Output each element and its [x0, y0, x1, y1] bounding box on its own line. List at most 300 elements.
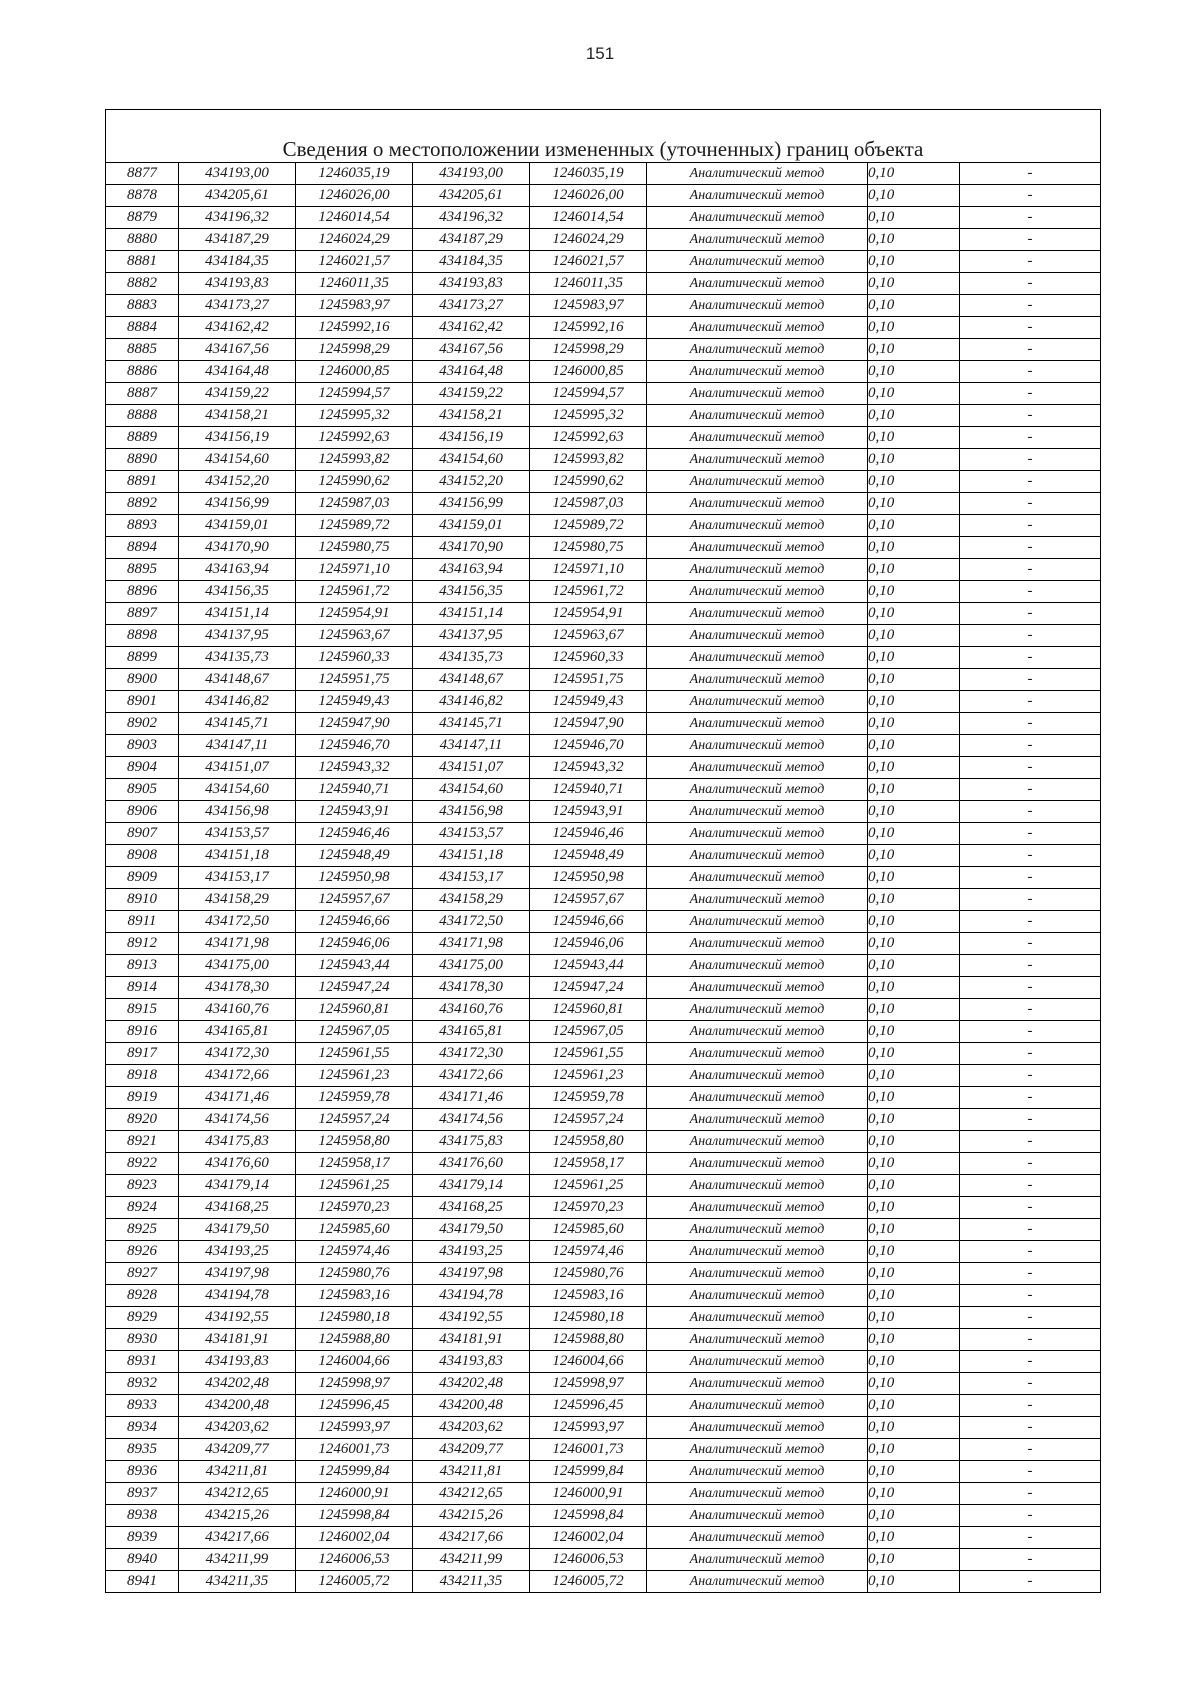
- point-number-cell: 8888: [106, 405, 179, 427]
- table-row: [106, 823, 1101, 845]
- x-new-cell: 434193,83: [413, 273, 530, 295]
- y-new-cell: 1245948,49: [530, 845, 647, 867]
- description-cell: -: [960, 1395, 1101, 1417]
- method-cell: Аналитический метод: [647, 1285, 868, 1307]
- point-number-cell: 8928: [106, 1285, 179, 1307]
- y-old-cell: 1246014,54: [296, 207, 413, 229]
- x-new-cell: 434171,46: [413, 1087, 530, 1109]
- y-old-cell: 1245988,80: [296, 1329, 413, 1351]
- x-new-cell: 434205,61: [413, 185, 530, 207]
- point-number-cell: 8918: [106, 1065, 179, 1087]
- y-new-cell: 1245980,18: [530, 1307, 647, 1329]
- x-new-cell: 434193,25: [413, 1241, 530, 1263]
- method-cell: Аналитический метод: [647, 889, 868, 911]
- method-cell: Аналитический метод: [647, 1219, 868, 1241]
- x-old-cell: 434184,35: [179, 251, 296, 273]
- accuracy-cell: 0,10: [868, 383, 960, 405]
- description-cell: -: [960, 273, 1101, 295]
- boundary-coordinates-table: [105, 109, 1101, 1593]
- table-row: [106, 1131, 1101, 1153]
- accuracy-cell: 0,10: [868, 339, 960, 361]
- x-new-cell: 434184,35: [413, 251, 530, 273]
- x-new-cell: 434178,30: [413, 977, 530, 999]
- y-old-cell: 1246000,85: [296, 361, 413, 383]
- x-old-cell: 434160,76: [179, 999, 296, 1021]
- method-cell: Аналитический метод: [647, 537, 868, 559]
- accuracy-cell: 0,10: [868, 1461, 960, 1483]
- description-cell: -: [960, 1329, 1101, 1351]
- x-old-cell: 434193,00: [179, 163, 296, 185]
- y-old-cell: 1245943,91: [296, 801, 413, 823]
- method-cell: Аналитический метод: [647, 1263, 868, 1285]
- y-new-cell: 1245998,84: [530, 1505, 647, 1527]
- x-old-cell: 434156,19: [179, 427, 296, 449]
- description-cell: -: [960, 559, 1101, 581]
- table-row: [106, 1373, 1101, 1395]
- x-old-cell: 434178,30: [179, 977, 296, 999]
- y-new-cell: 1245958,80: [530, 1131, 647, 1153]
- point-number-cell: 8877: [106, 163, 179, 185]
- accuracy-cell: 0,10: [868, 735, 960, 757]
- method-cell: Аналитический метод: [647, 1197, 868, 1219]
- x-old-cell: 434194,78: [179, 1285, 296, 1307]
- y-old-cell: 1245963,67: [296, 625, 413, 647]
- y-new-cell: 1245940,71: [530, 779, 647, 801]
- accuracy-cell: 0,10: [868, 1351, 960, 1373]
- table-row: [106, 1527, 1101, 1549]
- x-new-cell: 434147,11: [413, 735, 530, 757]
- method-cell: Аналитический метод: [647, 823, 868, 845]
- y-old-cell: 1245974,46: [296, 1241, 413, 1263]
- x-new-cell: 434153,57: [413, 823, 530, 845]
- y-new-cell: 1245960,81: [530, 999, 647, 1021]
- point-number-cell: 8941: [106, 1571, 179, 1593]
- x-new-cell: 434156,19: [413, 427, 530, 449]
- table-row: [106, 1087, 1101, 1109]
- description-cell: -: [960, 1219, 1101, 1241]
- accuracy-cell: 0,10: [868, 1021, 960, 1043]
- x-new-cell: 434209,77: [413, 1439, 530, 1461]
- y-old-cell: 1245967,05: [296, 1021, 413, 1043]
- y-new-cell: 1245985,60: [530, 1219, 647, 1241]
- x-new-cell: 434175,83: [413, 1131, 530, 1153]
- point-number-cell: 8886: [106, 361, 179, 383]
- accuracy-cell: 0,10: [868, 669, 960, 691]
- method-cell: Аналитический метод: [647, 1131, 868, 1153]
- accuracy-cell: 0,10: [868, 1417, 960, 1439]
- accuracy-cell: 0,10: [868, 933, 960, 955]
- description-cell: -: [960, 295, 1101, 317]
- description-cell: -: [960, 1087, 1101, 1109]
- y-new-cell: 1245958,17: [530, 1153, 647, 1175]
- description-cell: -: [960, 537, 1101, 559]
- x-old-cell: 434170,90: [179, 537, 296, 559]
- x-old-cell: 434196,32: [179, 207, 296, 229]
- accuracy-cell: 0,10: [868, 251, 960, 273]
- method-cell: Аналитический метод: [647, 801, 868, 823]
- description-cell: -: [960, 515, 1101, 537]
- x-old-cell: 434192,55: [179, 1307, 296, 1329]
- x-old-cell: 434181,91: [179, 1329, 296, 1351]
- table-row: [106, 185, 1101, 207]
- point-number-cell: 8898: [106, 625, 179, 647]
- x-new-cell: 434159,22: [413, 383, 530, 405]
- y-old-cell: 1245980,18: [296, 1307, 413, 1329]
- x-old-cell: 434159,01: [179, 515, 296, 537]
- method-cell: Аналитический метод: [647, 317, 868, 339]
- method-cell: Аналитический метод: [647, 1021, 868, 1043]
- x-old-cell: 434158,21: [179, 405, 296, 427]
- method-cell: Аналитический метод: [647, 1373, 868, 1395]
- accuracy-cell: 0,10: [868, 1197, 960, 1219]
- table-row: [106, 493, 1101, 515]
- point-number-cell: 8908: [106, 845, 179, 867]
- y-new-cell: 1245957,67: [530, 889, 647, 911]
- table-row: [106, 867, 1101, 889]
- accuracy-cell: 0,10: [868, 999, 960, 1021]
- y-old-cell: 1245996,45: [296, 1395, 413, 1417]
- point-number-cell: 8927: [106, 1263, 179, 1285]
- x-new-cell: 434192,55: [413, 1307, 530, 1329]
- x-new-cell: 434181,91: [413, 1329, 530, 1351]
- table-row: [106, 383, 1101, 405]
- method-cell: Аналитический метод: [647, 1483, 868, 1505]
- accuracy-cell: 0,10: [868, 1263, 960, 1285]
- description-cell: -: [960, 1461, 1101, 1483]
- x-old-cell: 434145,71: [179, 713, 296, 735]
- point-number-cell: 8883: [106, 295, 179, 317]
- y-old-cell: 1246000,91: [296, 1483, 413, 1505]
- x-new-cell: 434196,32: [413, 207, 530, 229]
- accuracy-cell: 0,10: [868, 1109, 960, 1131]
- x-old-cell: 434153,57: [179, 823, 296, 845]
- y-old-cell: 1245998,29: [296, 339, 413, 361]
- accuracy-cell: 0,10: [868, 845, 960, 867]
- accuracy-cell: 0,10: [868, 537, 960, 559]
- table-row: [106, 1065, 1101, 1087]
- accuracy-cell: 0,10: [868, 515, 960, 537]
- x-new-cell: 434193,83: [413, 1351, 530, 1373]
- y-new-cell: 1246002,04: [530, 1527, 647, 1549]
- y-new-cell: 1245993,82: [530, 449, 647, 471]
- description-cell: -: [960, 757, 1101, 779]
- y-new-cell: 1245987,03: [530, 493, 647, 515]
- table-row: [106, 339, 1101, 361]
- x-old-cell: 434171,98: [179, 933, 296, 955]
- y-old-cell: 1245985,60: [296, 1219, 413, 1241]
- y-old-cell: 1245970,23: [296, 1197, 413, 1219]
- y-old-cell: 1245961,25: [296, 1175, 413, 1197]
- description-cell: -: [960, 911, 1101, 933]
- x-new-cell: 434145,71: [413, 713, 530, 735]
- y-new-cell: 1245995,32: [530, 405, 647, 427]
- x-new-cell: 434158,29: [413, 889, 530, 911]
- description-cell: -: [960, 1263, 1101, 1285]
- table-row: [106, 1241, 1101, 1263]
- table-row: [106, 1461, 1101, 1483]
- table-row: [106, 405, 1101, 427]
- description-cell: -: [960, 1241, 1101, 1263]
- table-row: [106, 713, 1101, 735]
- y-old-cell: 1245994,57: [296, 383, 413, 405]
- y-new-cell: 1245989,72: [530, 515, 647, 537]
- accuracy-cell: 0,10: [868, 713, 960, 735]
- x-old-cell: 434159,22: [179, 383, 296, 405]
- method-cell: Аналитический метод: [647, 1109, 868, 1131]
- accuracy-cell: 0,10: [868, 559, 960, 581]
- y-old-cell: 1245946,66: [296, 911, 413, 933]
- point-number-cell: 8922: [106, 1153, 179, 1175]
- y-old-cell: 1245960,33: [296, 647, 413, 669]
- description-cell: -: [960, 581, 1101, 603]
- description-cell: -: [960, 361, 1101, 383]
- x-old-cell: 434209,77: [179, 1439, 296, 1461]
- y-old-cell: 1245959,78: [296, 1087, 413, 1109]
- method-cell: Аналитический метод: [647, 779, 868, 801]
- x-old-cell: 434197,98: [179, 1263, 296, 1285]
- y-old-cell: 1245947,90: [296, 713, 413, 735]
- point-number-cell: 8940: [106, 1549, 179, 1571]
- table-row: [106, 933, 1101, 955]
- accuracy-cell: 0,10: [868, 911, 960, 933]
- accuracy-cell: 0,10: [868, 1241, 960, 1263]
- y-new-cell: 1245990,62: [530, 471, 647, 493]
- y-new-cell: 1245974,46: [530, 1241, 647, 1263]
- method-cell: Аналитический метод: [647, 559, 868, 581]
- x-new-cell: 434173,27: [413, 295, 530, 317]
- table-row: [106, 295, 1101, 317]
- point-number-cell: 8905: [106, 779, 179, 801]
- table-row: [106, 1307, 1101, 1329]
- method-cell: Аналитический метод: [647, 449, 868, 471]
- y-new-cell: 1245943,44: [530, 955, 647, 977]
- x-old-cell: 434203,62: [179, 1417, 296, 1439]
- y-old-cell: 1245957,24: [296, 1109, 413, 1131]
- accuracy-cell: 0,10: [868, 449, 960, 471]
- x-old-cell: 434179,50: [179, 1219, 296, 1241]
- y-new-cell: 1245980,75: [530, 537, 647, 559]
- x-new-cell: 434146,82: [413, 691, 530, 713]
- method-cell: Аналитический метод: [647, 691, 868, 713]
- x-new-cell: 434202,48: [413, 1373, 530, 1395]
- method-cell: Аналитический метод: [647, 933, 868, 955]
- accuracy-cell: 0,10: [868, 229, 960, 251]
- method-cell: Аналитический метод: [647, 669, 868, 691]
- point-number-cell: 8892: [106, 493, 179, 515]
- x-new-cell: 434193,00: [413, 163, 530, 185]
- description-cell: -: [960, 405, 1101, 427]
- table-row: [106, 911, 1101, 933]
- method-cell: Аналитический метод: [647, 867, 868, 889]
- description-cell: -: [960, 1549, 1101, 1571]
- method-cell: Аналитический метод: [647, 757, 868, 779]
- method-cell: Аналитический метод: [647, 977, 868, 999]
- x-old-cell: 434211,99: [179, 1549, 296, 1571]
- x-old-cell: 434173,27: [179, 295, 296, 317]
- y-old-cell: 1245993,97: [296, 1417, 413, 1439]
- x-new-cell: 434211,99: [413, 1549, 530, 1571]
- description-cell: -: [960, 1351, 1101, 1373]
- y-new-cell: 1245961,25: [530, 1175, 647, 1197]
- table-row: [106, 1483, 1101, 1505]
- description-cell: -: [960, 427, 1101, 449]
- method-cell: Аналитический метод: [647, 1527, 868, 1549]
- description-cell: -: [960, 933, 1101, 955]
- point-number-cell: 8903: [106, 735, 179, 757]
- x-new-cell: 434170,90: [413, 537, 530, 559]
- y-old-cell: 1245983,97: [296, 295, 413, 317]
- description-cell: -: [960, 383, 1101, 405]
- accuracy-cell: 0,10: [868, 1065, 960, 1087]
- x-new-cell: 434175,00: [413, 955, 530, 977]
- y-old-cell: 1245949,43: [296, 691, 413, 713]
- y-old-cell: 1245943,44: [296, 955, 413, 977]
- x-new-cell: 434156,98: [413, 801, 530, 823]
- method-cell: Аналитический метод: [647, 647, 868, 669]
- accuracy-cell: 0,10: [868, 1329, 960, 1351]
- y-old-cell: 1245943,32: [296, 757, 413, 779]
- description-cell: -: [960, 1109, 1101, 1131]
- y-old-cell: 1245958,80: [296, 1131, 413, 1153]
- table-row: [106, 1549, 1101, 1571]
- x-old-cell: 434175,00: [179, 955, 296, 977]
- x-old-cell: 434163,94: [179, 559, 296, 581]
- description-cell: -: [960, 251, 1101, 273]
- y-old-cell: 1245946,46: [296, 823, 413, 845]
- y-old-cell: 1245950,98: [296, 867, 413, 889]
- y-old-cell: 1246011,35: [296, 273, 413, 295]
- table-row: [106, 207, 1101, 229]
- accuracy-cell: 0,10: [868, 1373, 960, 1395]
- y-old-cell: 1245980,75: [296, 537, 413, 559]
- y-old-cell: 1246035,19: [296, 163, 413, 185]
- accuracy-cell: 0,10: [868, 471, 960, 493]
- point-number-cell: 8897: [106, 603, 179, 625]
- x-old-cell: 434193,83: [179, 273, 296, 295]
- description-cell: -: [960, 1417, 1101, 1439]
- y-new-cell: 1245947,90: [530, 713, 647, 735]
- accuracy-cell: 0,10: [868, 801, 960, 823]
- table-row: [106, 1197, 1101, 1219]
- y-old-cell: 1246004,66: [296, 1351, 413, 1373]
- y-new-cell: 1246001,73: [530, 1439, 647, 1461]
- table-row: [106, 977, 1101, 999]
- point-number-cell: 8891: [106, 471, 179, 493]
- method-cell: Аналитический метод: [647, 713, 868, 735]
- description-cell: -: [960, 1373, 1101, 1395]
- point-number-cell: 8916: [106, 1021, 179, 1043]
- table-row: [106, 691, 1101, 713]
- description-cell: -: [960, 471, 1101, 493]
- y-new-cell: 1245946,46: [530, 823, 647, 845]
- point-number-cell: 8931: [106, 1351, 179, 1373]
- x-new-cell: 434137,95: [413, 625, 530, 647]
- x-old-cell: 434205,61: [179, 185, 296, 207]
- y-new-cell: 1245943,32: [530, 757, 647, 779]
- description-cell: -: [960, 845, 1101, 867]
- accuracy-cell: 0,10: [868, 185, 960, 207]
- point-number-cell: 8895: [106, 559, 179, 581]
- accuracy-cell: 0,10: [868, 603, 960, 625]
- x-old-cell: 434167,56: [179, 339, 296, 361]
- y-new-cell: 1245946,66: [530, 911, 647, 933]
- method-cell: Аналитический метод: [647, 1175, 868, 1197]
- point-number-cell: 8917: [106, 1043, 179, 1065]
- x-old-cell: 434193,25: [179, 1241, 296, 1263]
- accuracy-cell: 0,10: [868, 493, 960, 515]
- method-cell: Аналитический метод: [647, 1549, 868, 1571]
- description-cell: -: [960, 339, 1101, 361]
- point-number-cell: 8896: [106, 581, 179, 603]
- method-cell: Аналитический метод: [647, 911, 868, 933]
- point-number-cell: 8910: [106, 889, 179, 911]
- y-old-cell: 1245998,84: [296, 1505, 413, 1527]
- method-cell: Аналитический метод: [647, 1153, 868, 1175]
- y-old-cell: 1245951,75: [296, 669, 413, 691]
- point-number-cell: 8882: [106, 273, 179, 295]
- table-row: [106, 801, 1101, 823]
- point-number-cell: 8904: [106, 757, 179, 779]
- accuracy-cell: 0,10: [868, 1527, 960, 1549]
- y-old-cell: 1245946,70: [296, 735, 413, 757]
- point-number-cell: 8915: [106, 999, 179, 1021]
- y-new-cell: 1245943,91: [530, 801, 647, 823]
- x-old-cell: 434151,07: [179, 757, 296, 779]
- point-number-cell: 8919: [106, 1087, 179, 1109]
- table-row: [106, 1329, 1101, 1351]
- y-new-cell: 1245961,23: [530, 1065, 647, 1087]
- accuracy-cell: 0,10: [868, 867, 960, 889]
- y-new-cell: 1245967,05: [530, 1021, 647, 1043]
- x-old-cell: 434171,46: [179, 1087, 296, 1109]
- method-cell: Аналитический метод: [647, 383, 868, 405]
- method-cell: Аналитический метод: [647, 515, 868, 537]
- y-new-cell: 1245947,24: [530, 977, 647, 999]
- x-new-cell: 434215,26: [413, 1505, 530, 1527]
- description-cell: -: [960, 163, 1101, 185]
- table-row: [106, 471, 1101, 493]
- y-new-cell: 1245949,43: [530, 691, 647, 713]
- table-row: [106, 317, 1101, 339]
- x-new-cell: 434171,98: [413, 933, 530, 955]
- table-row: [106, 1153, 1101, 1175]
- description-cell: -: [960, 207, 1101, 229]
- method-cell: Аналитический метод: [647, 1241, 868, 1263]
- y-new-cell: 1245983,97: [530, 295, 647, 317]
- x-new-cell: 434164,48: [413, 361, 530, 383]
- x-new-cell: 434187,29: [413, 229, 530, 251]
- y-new-cell: 1245959,78: [530, 1087, 647, 1109]
- y-new-cell: 1246026,00: [530, 185, 647, 207]
- x-new-cell: 434179,50: [413, 1219, 530, 1241]
- point-number-cell: 8909: [106, 867, 179, 889]
- accuracy-cell: 0,10: [868, 823, 960, 845]
- description-cell: -: [960, 713, 1101, 735]
- x-new-cell: 434160,76: [413, 999, 530, 1021]
- method-cell: Аналитический метод: [647, 1043, 868, 1065]
- y-old-cell: 1246005,72: [296, 1571, 413, 1593]
- method-cell: Аналитический метод: [647, 955, 868, 977]
- x-old-cell: 434175,83: [179, 1131, 296, 1153]
- point-number-cell: 8921: [106, 1131, 179, 1153]
- accuracy-cell: 0,10: [868, 361, 960, 383]
- description-cell: -: [960, 1483, 1101, 1505]
- point-number-cell: 8939: [106, 1527, 179, 1549]
- method-cell: Аналитический метод: [647, 603, 868, 625]
- y-old-cell: 1245961,72: [296, 581, 413, 603]
- description-cell: -: [960, 955, 1101, 977]
- y-old-cell: 1246001,73: [296, 1439, 413, 1461]
